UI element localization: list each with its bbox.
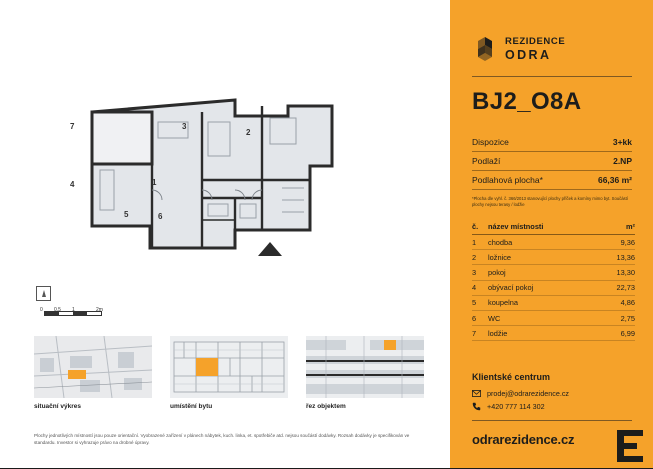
logo-line1: REZIDENCE [505,36,566,47]
table-row [472,311,635,326]
table-row [472,281,635,296]
spec-row-podlazi [472,152,632,171]
room-number-5: 5 [124,210,129,219]
room-number-1: 1 [152,178,157,187]
cell-area: 13,30 [616,267,635,277]
spec-list [472,133,632,190]
spec-label-plocha: Podlahová plocha* [472,175,543,185]
room-number-7: 7 [70,122,75,131]
cell-num: 4 [472,283,477,293]
info-panel [450,0,653,468]
cell-name: lodžie [488,328,508,338]
scale-bar [36,307,126,319]
cell-area: 22,73 [616,283,635,293]
building-section-thumb[interactable] [306,336,424,414]
cell-num: 2 [472,252,477,262]
floor-location-image [170,336,288,398]
spec-row-plocha [472,171,632,190]
floor-location-caption: umístění bytu [170,403,213,410]
cell-num: 1 [472,237,477,247]
floor-plan [30,70,410,280]
room-number-2: 2 [246,128,251,137]
corner-mark-icon [613,428,649,464]
envelope-icon [472,389,481,398]
site-plan-caption: situační výkres [34,403,81,410]
room-number-6: 6 [158,212,163,221]
spec-value-plocha: 66,36 m² [597,175,632,185]
cell-num: 7 [472,328,477,338]
cell-name: obývací pokoj [488,283,534,293]
north-arrow-icon [36,286,51,301]
cell-num: 3 [472,267,477,277]
client-centre [472,372,642,415]
table-row [472,296,635,311]
contact-phone[interactable]: +420 777 114 302 [487,402,545,411]
cell-name: pokoj [488,267,506,277]
spec-label-podlazi: Podlaží [472,156,501,166]
col-head-area: m² [625,222,635,231]
spec-row-dispozice [472,133,632,152]
cell-area: 6,99 [620,328,635,338]
cell-area: 9,36 [620,237,635,247]
client-centre-heading: Klientské centrum [472,372,551,382]
cell-area: 13,36 [616,252,635,262]
col-head-name: název místnosti [488,222,544,231]
logo-line2: ODRA [505,47,552,62]
contact-email-row[interactable] [472,389,642,398]
site-plan-thumb[interactable] [34,336,152,414]
brand-footer-text: odrarezidence [472,432,558,447]
room-number-3: 3 [182,122,187,131]
spec-value-dispozice: 3+kk [612,137,632,147]
floor-plan-svg [30,70,410,280]
sunburst-logo-icon [472,36,498,62]
scale-tick-1: 1 [72,307,75,313]
cell-num: 6 [472,313,477,323]
scale-tick-0: 0 [40,307,43,313]
brand-footer-suffix: .cz [557,432,575,447]
table-row [472,235,635,250]
spec-label-dispozice: Dispozice [472,137,509,147]
room-table [472,222,635,341]
col-head-num: č. [472,222,479,231]
unit-code-title: BJ2_O8A [472,88,582,115]
floor-location-thumb[interactable] [170,336,288,414]
thumbnail-row [34,336,424,414]
scale-tick-05: 0,5 [54,307,61,313]
building-section-image [306,336,424,398]
spec-value-podlazi: 2.NP [613,156,632,166]
cell-area: 4,86 [620,298,635,308]
table-row [472,326,635,341]
panel-footnote: *Plocha dle vyhl. č. 366/2013 stanovující plochy příček a komíny mimo byt. Součástí plochy nejsou terasy / lodžie [472,196,628,208]
table-row [472,250,635,265]
entrance-arrow-icon [258,242,282,256]
cell-num: 5 [472,298,477,308]
brand-footer[interactable] [472,432,574,447]
room-table-header [472,222,635,235]
room-number-4: 4 [70,180,75,189]
divider-top [472,76,632,77]
cell-name: koupelna [488,298,518,308]
logo[interactable] [472,36,565,62]
table-row [472,265,635,280]
cell-name: ložnice [488,252,512,262]
contact-email[interactable]: prodej@odrarezidence.cz [487,389,570,398]
scale-and-north [36,286,126,319]
cell-name: WC [488,313,501,323]
divider-bottom [472,420,632,421]
building-section-caption: řez objektem [306,403,346,410]
scale-tick-2m: 2m [96,307,103,313]
cell-area: 2,75 [620,313,635,323]
contact-phone-row[interactable] [472,402,642,411]
cell-name: chodba [488,237,513,247]
phone-icon [472,402,481,411]
page-footnote: Plochy jednotlivých místností jsou pouze orientační. Vyobrazené zařízení v plánech nábytek, kuch. linka, et. spotřebiče atd. nejsou součástí dodávky. Rozsah dodávky je specifikován ve standardu. Investor si vyhrazuje právo na drobné úpravy. [34,433,410,446]
site-plan-image [34,336,152,398]
